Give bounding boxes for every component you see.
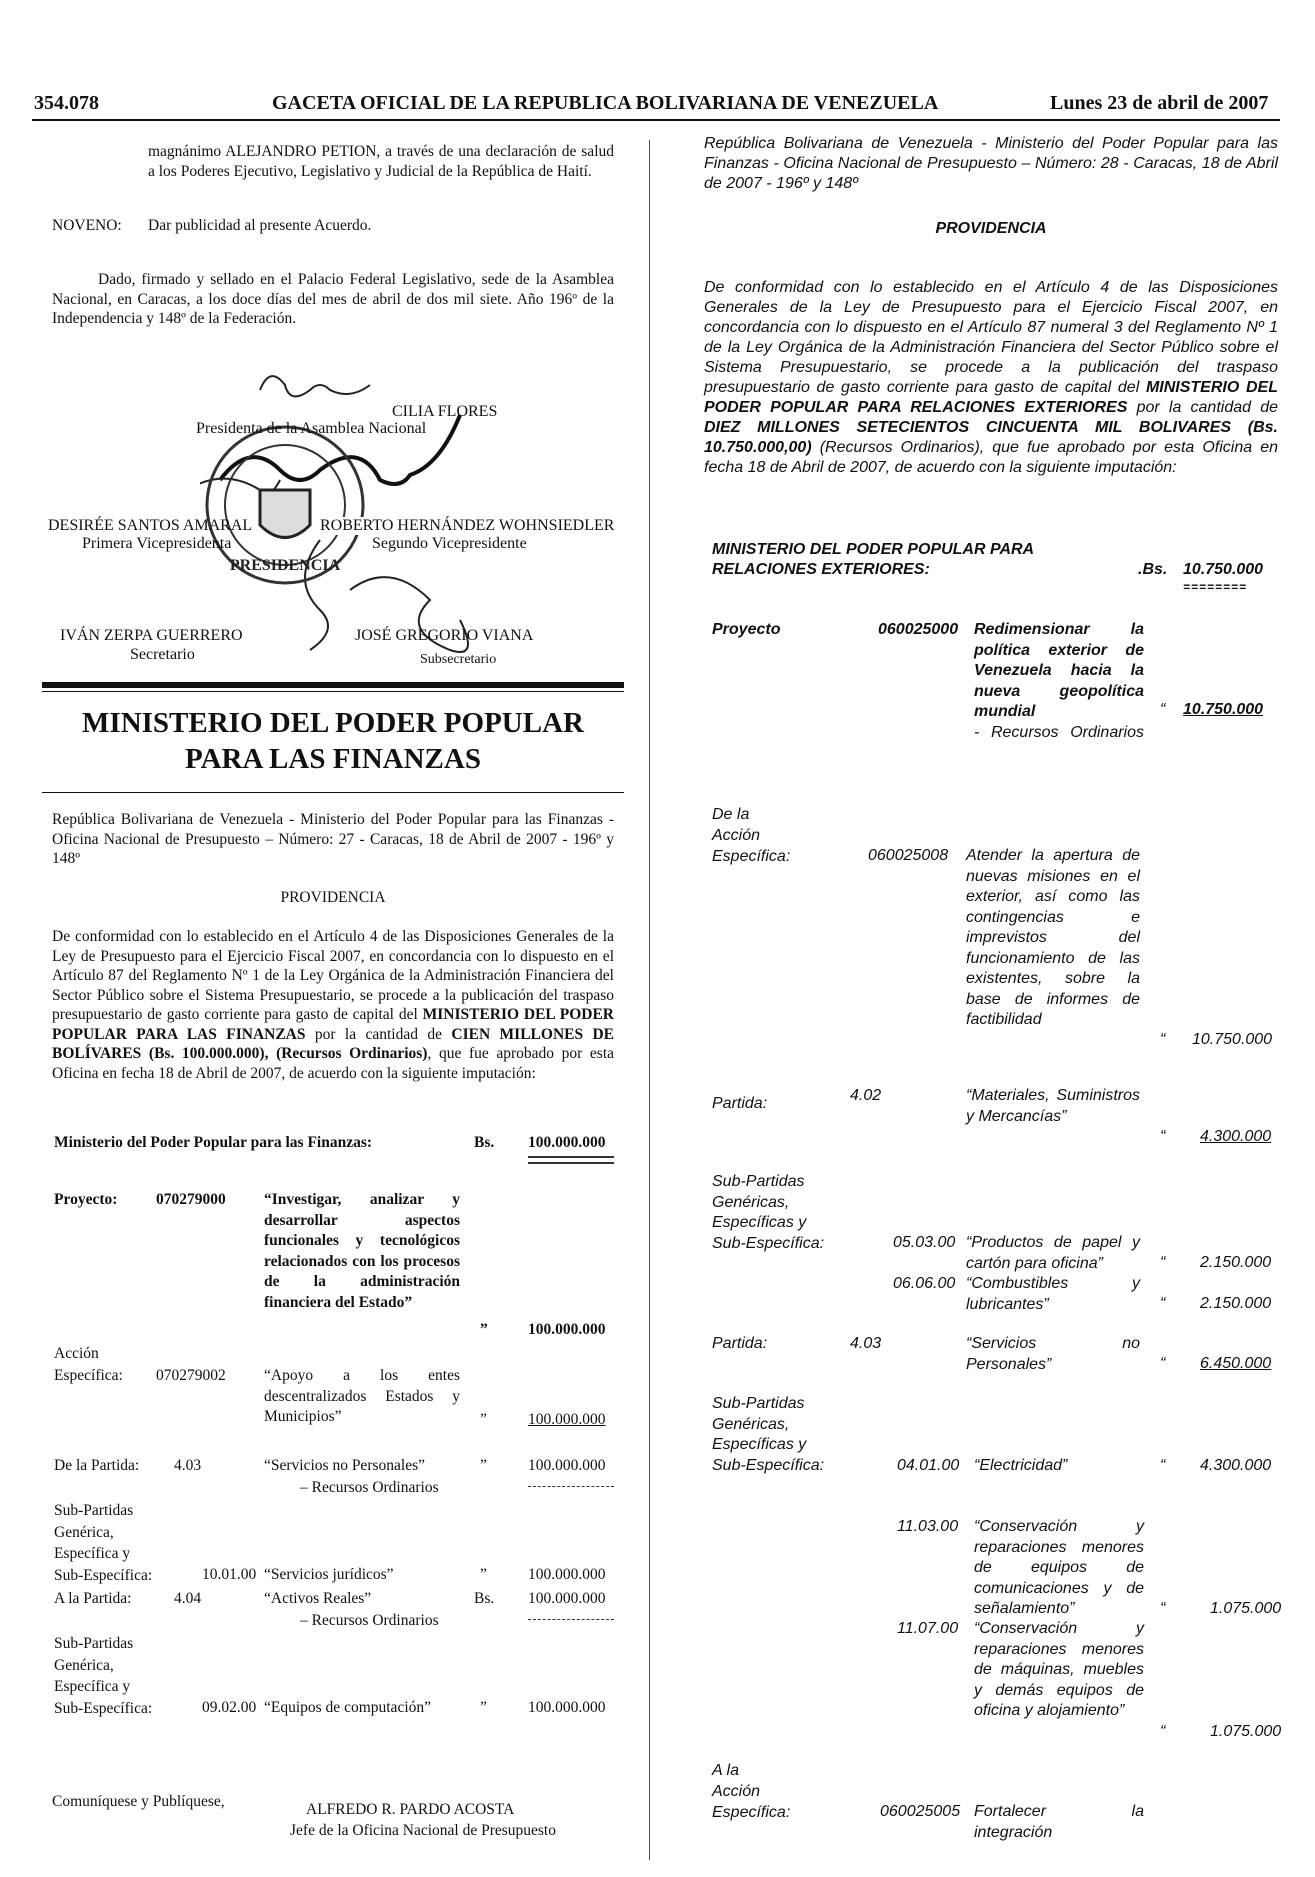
left-accion-label-1: Acción <box>54 1345 99 1362</box>
right-s3-quote: “ <box>1160 1457 1166 1474</box>
right-s4-amount: 1.075.000 <box>1210 1600 1282 1617</box>
left-proyecto-amount: 100.000.000 <box>528 1321 606 1338</box>
right-proyecto-label: Proyecto <box>712 621 781 638</box>
left-a-partida-code: 4.04 <box>174 1590 202 1607</box>
left-sub2-quote: ” <box>480 1699 487 1716</box>
left-partida-code: 4.03 <box>174 1457 202 1474</box>
left-providencia: PROVIDENCIA <box>280 889 386 906</box>
left-partida-quote: ” <box>480 1457 487 1474</box>
right-accion-amount: 10.750.000 <box>1192 1031 1273 1048</box>
right-a-accion-code: 060025005 <box>880 1803 961 1820</box>
seal-stamp <box>200 420 370 590</box>
right-s5-quote: “ <box>1160 1723 1166 1740</box>
left-sub1-quote: ” <box>480 1566 487 1583</box>
left-sub1-code: 10.01.00 <box>202 1566 257 1583</box>
right-s2-desc: “Combustibles y lubricantes” <box>966 1275 1140 1313</box>
right-s1-code: 05.03.00 <box>893 1234 956 1251</box>
right-partida1-desc: “Materiales, Suministros y Mercancías” <box>966 1087 1140 1125</box>
left-sub2-code: 09.02.00 <box>202 1699 257 1716</box>
right-sub-labels-2: Sub-Partidas Genéricas, Específicas y Sub-Específica: <box>712 1395 825 1474</box>
left-min-line: Ministerio del Poder Popular para las Finanzas: <box>54 1134 373 1151</box>
left-sub2-desc: “Equipos de computación” <box>264 1699 432 1716</box>
signer-name: ALFREDO R. PARDO ACOSTA <box>306 1801 515 1818</box>
left-sub1-desc: “Servicios jurídicos” <box>264 1566 394 1583</box>
sig4-name: IVÁN ZERPA GUERRERO <box>60 627 243 644</box>
right-partida2-code: 4.03 <box>850 1335 882 1352</box>
right-accion-labels: De la Acción Específica: <box>712 806 791 865</box>
right-accion-quote: “ <box>1160 1031 1166 1048</box>
left-sub1-amount: 100.000.000 <box>528 1566 606 1583</box>
left-accion-amount: 100.000.000 <box>528 1411 606 1428</box>
issue-date: Lunes 23 de abril de 2007 <box>1050 92 1269 114</box>
column-divider <box>649 140 650 1860</box>
signer-role: Jefe de la Oficina Nacional de Presupuesto <box>290 1822 556 1839</box>
left-partida-amount: 100.000.000 <box>528 1457 606 1474</box>
sig3-role: Segundo Vicepresidente <box>372 535 527 552</box>
left-partida-desc: “Servicios no Personales” <box>264 1457 425 1474</box>
right-partida1-quote: “ <box>1160 1128 1166 1145</box>
right-s1-quote: “ <box>1160 1254 1166 1271</box>
right-partida2-amount: 6.450.000 <box>1200 1355 1272 1372</box>
right-s2-amount: 2.150.000 <box>1200 1295 1272 1312</box>
right-s2-code: 06.06.00 <box>893 1275 956 1292</box>
right-s5-amount: 1.075.000 <box>1210 1723 1282 1740</box>
right-partida2-desc: “Servicios no Personales” <box>966 1335 1140 1373</box>
left-bs: Bs. <box>474 1134 495 1151</box>
right-s1-desc: “Productos de papel y cartón para oficina” <box>966 1234 1140 1272</box>
left-sub2-amount: 100.000.000 <box>528 1699 606 1716</box>
page-number: 354.078 <box>34 92 99 114</box>
right-min-line-2: RELACIONES EXTERIORES: <box>712 561 930 578</box>
left-accion-quote: ” <box>480 1411 487 1428</box>
right-proyecto-desc: Redimensionar la política exterior de Venezuela hacia la nueva geopolítica mundial <box>974 621 1144 720</box>
ministry-rule-thin <box>42 691 624 692</box>
ministry-title-1: MINISTERIO DEL PODER POPULAR <box>82 707 584 739</box>
right-s4-desc: “Conservación y reparaciones menores de equipos de comunicaciones y de señalamiento” <box>974 1518 1144 1617</box>
right-s3-desc: “Electricidad” <box>974 1457 1068 1474</box>
left-total: 100.000.000 <box>528 1134 606 1151</box>
ministry-title-2: PARA LAS FINANZAS <box>185 743 481 775</box>
right-partida1-label: Partida: <box>712 1095 768 1112</box>
right-partida1-code: 4.02 <box>850 1087 882 1104</box>
right-s4-quote: “ <box>1160 1600 1166 1617</box>
left-a-partida-amount: 100.000.000 <box>528 1590 606 1607</box>
right-s1-amount: 2.150.000 <box>1200 1254 1272 1271</box>
right-accion-desc: Atender la apertura de nuevas misiones en el exterior, así como las contingencias e imprevistos del funcionamiento de las existentes, sobre la base de informes de factibilidad <box>966 847 1140 1028</box>
seal-text: PRESIDENCIA <box>229 557 341 574</box>
right-partida1-amount: 4.300.000 <box>1200 1128 1272 1145</box>
header-rule <box>32 119 1280 121</box>
left-body: De conformidad con lo establecido en el Artículo 4 de las Disposiciones Generales de la Ley de Presupuesto para el Ejercicio Fiscal 2007, en concordancia con lo dispuesto en el Artículo 87 del Reglamento Nº 1 de la Ley Orgánica de la Administración Financiera del Sector Público sobre el Sistema Presupuestario, se procede a la publicación del traspaso presupuestario de gasto corriente para gasto de capital del MINISTERIO DEL PODER POPULAR PARA LAS FINANZAS por la cantidad de CIEN MILLONES DE BOLÍVARES (Bs. 100.000.000), (Recursos Ordinarios), que fue aprobado por esta Oficina en fecha 18 de Abril de 2007, de acuerdo con la siguiente imputación: <box>52 928 615 1082</box>
sig5-name: JOSÉ GREGORIO VIANA <box>355 627 534 644</box>
right-s3-amount: 4.300.000 <box>1200 1457 1272 1474</box>
right-a-accion-labels: A la Acción Específica: <box>712 1762 791 1821</box>
left-total-double-rule <box>528 1156 614 1164</box>
right-a-accion-desc: Fortalecer la integración <box>974 1803 1144 1841</box>
right-bs: .Bs. <box>1138 561 1168 578</box>
comuniquese: Comuníquese y Publíquese, <box>52 1793 225 1810</box>
right-min-line-1: MINISTERIO DEL PODER POPULAR PARA <box>712 541 1035 558</box>
right-sub-labels-1: Sub-Partidas Genéricas, Específicas y Sub-Específica: <box>712 1173 825 1252</box>
left-accion-label-2: Específica: <box>54 1367 123 1384</box>
left-proyecto-desc: “Investigar, analizar y desarrollar aspectos funcionales y tecnológicos relacionados con los procesos de la administración financiera del Estado” <box>264 1191 460 1311</box>
right-providencia: PROVIDENCIA <box>935 220 1047 237</box>
right-s5-code: 11.07.00 <box>897 1620 959 1637</box>
left-proyecto-code: 070279000 <box>156 1191 226 1208</box>
right-proyecto-code: 060025000 <box>878 621 959 638</box>
right-proyecto-rec: - Recursos Ordinarios <box>974 724 1144 741</box>
right-accion-code: 060025008 <box>868 847 949 864</box>
ministry-rule-thick <box>42 682 624 688</box>
right-total: 10.750.000 <box>1183 561 1264 578</box>
sig4-role: Secretario <box>130 646 195 663</box>
right-proyecto-amount: 10.750.000 <box>1183 701 1264 718</box>
left-proyecto-quote: ” <box>480 1321 488 1338</box>
right-total-equals: ======== <box>1183 580 1248 594</box>
gazette-title: GACETA OFICIAL DE LA REPUBLICA BOLIVARIANA DE VENEZUELA <box>272 92 939 114</box>
sig5-role: Subsecretario <box>420 652 497 667</box>
right-body: De conformidad con lo establecido en el Artículo 4 de las Disposiciones Generales de la Ley de Presupuesto para el Ejercicio Fiscal 2007, en concordancia con lo dispuesto en el Artículo 87 numeral 3 del Reglamento Nº 1 de la Ley Orgánica de la Administración Financiera del Sector Público sobre el Sistema Presupuestario, se procede a la publicación del traspaso presupuestario de gasto corriente para gasto de capital del MINISTERIO DEL PODER POPULAR PARA RELACIONES EXTERIORES por la cantidad de DIEZ MILLONES SETECIENTOS CINCUENTA MIL BOLIVARES (Bs. 10.750.000,00) (Recursos Ordinarios), que fue aprobado por esta Oficina en fecha 18 de Abril de 2007, de acuerdo con la siguiente imputación: <box>704 279 1278 476</box>
left-recursos-1: – Recursos Ordinarios <box>300 1479 439 1496</box>
sig2-role: Primera Vicepresidenta <box>82 535 232 552</box>
sig1-name: CILIA FLORES <box>392 403 498 420</box>
left-proyecto-label: Proyecto: <box>54 1191 118 1208</box>
noveno-label: NOVENO: <box>52 217 122 234</box>
left-dash-1 <box>528 1486 614 1487</box>
left-partida-label: De la Partida: <box>54 1457 140 1474</box>
left-sub-labels-2: Sub-Partidas Genérica, Específica y Sub-Específica: <box>54 1635 153 1717</box>
left-a-partida-desc: “Activos Reales” <box>264 1590 372 1607</box>
right-s5-desc: “Conservación y reparaciones menores de máquinas, muebles y demás equipos de oficina y alojamiento” <box>974 1620 1144 1719</box>
dado-paragraph: Dado, firmado y sellado en el Palacio Federal Legislativo, sede de la Asamblea Nacional, en Caracas, a los doce días del mes de abril de dos mil siete. Año 196º de la Independencia y 148º de la Federación. <box>52 271 614 327</box>
sig2-name: DESIRÉE SANTOS AMARAL <box>48 517 253 534</box>
right-s3-code: 04.01.00 <box>897 1457 960 1474</box>
noveno-text: Dar publicidad al presente Acuerdo. <box>148 217 372 234</box>
right-s4-code: 11.03.00 <box>897 1518 959 1535</box>
right-s2-quote: “ <box>1160 1295 1166 1312</box>
right-partida2-label: Partida: <box>712 1335 768 1352</box>
ministry-rule-bottom <box>42 792 624 793</box>
left-a-partida-bs: Bs. <box>474 1590 495 1607</box>
left-accion-code: 070279002 <box>156 1367 226 1384</box>
sig3-name: ROBERTO HERNÁNDEZ WOHNSIEDLER <box>320 517 615 534</box>
left-ref: República Bolivariana de Venezuela - Ministerio del Poder Popular para las Finanzas - Oficina Nacional de Presupuesto – Número: 27 - Caracas, 18 de Abril de 2007 - 196º y 148º <box>52 811 614 867</box>
left-dash-2 <box>528 1619 614 1620</box>
left-recursos-2: – Recursos Ordinarios <box>300 1612 439 1629</box>
intro-paragraph: magnánimo ALEJANDRO PETION, a través de una declaración de salud a los Poderes Ejecutivo, Legislativo y Judicial de la República de Haití. <box>148 143 614 180</box>
left-sub-labels-1: Sub-Partidas Genérica, Específica y Sub-Específica: <box>54 1502 153 1584</box>
left-a-partida-label: A la Partida: <box>54 1590 132 1607</box>
right-partida2-quote: “ <box>1160 1355 1166 1372</box>
right-ref: República Bolivariana de Venezuela - Ministerio del Poder Popular para las Finanzas - Oficina Nacional de Presupuesto – Número: 28 - Caracas, 18 de Abril de 2007 - 196º y 148º <box>704 135 1278 192</box>
right-proyecto-quote: “ <box>1160 701 1166 718</box>
left-accion-desc: “Apoyo a los entes descentralizados Estados y Municipios” <box>264 1367 460 1425</box>
sig1-role: Presidenta de la Asamblea Nacional <box>196 420 427 437</box>
